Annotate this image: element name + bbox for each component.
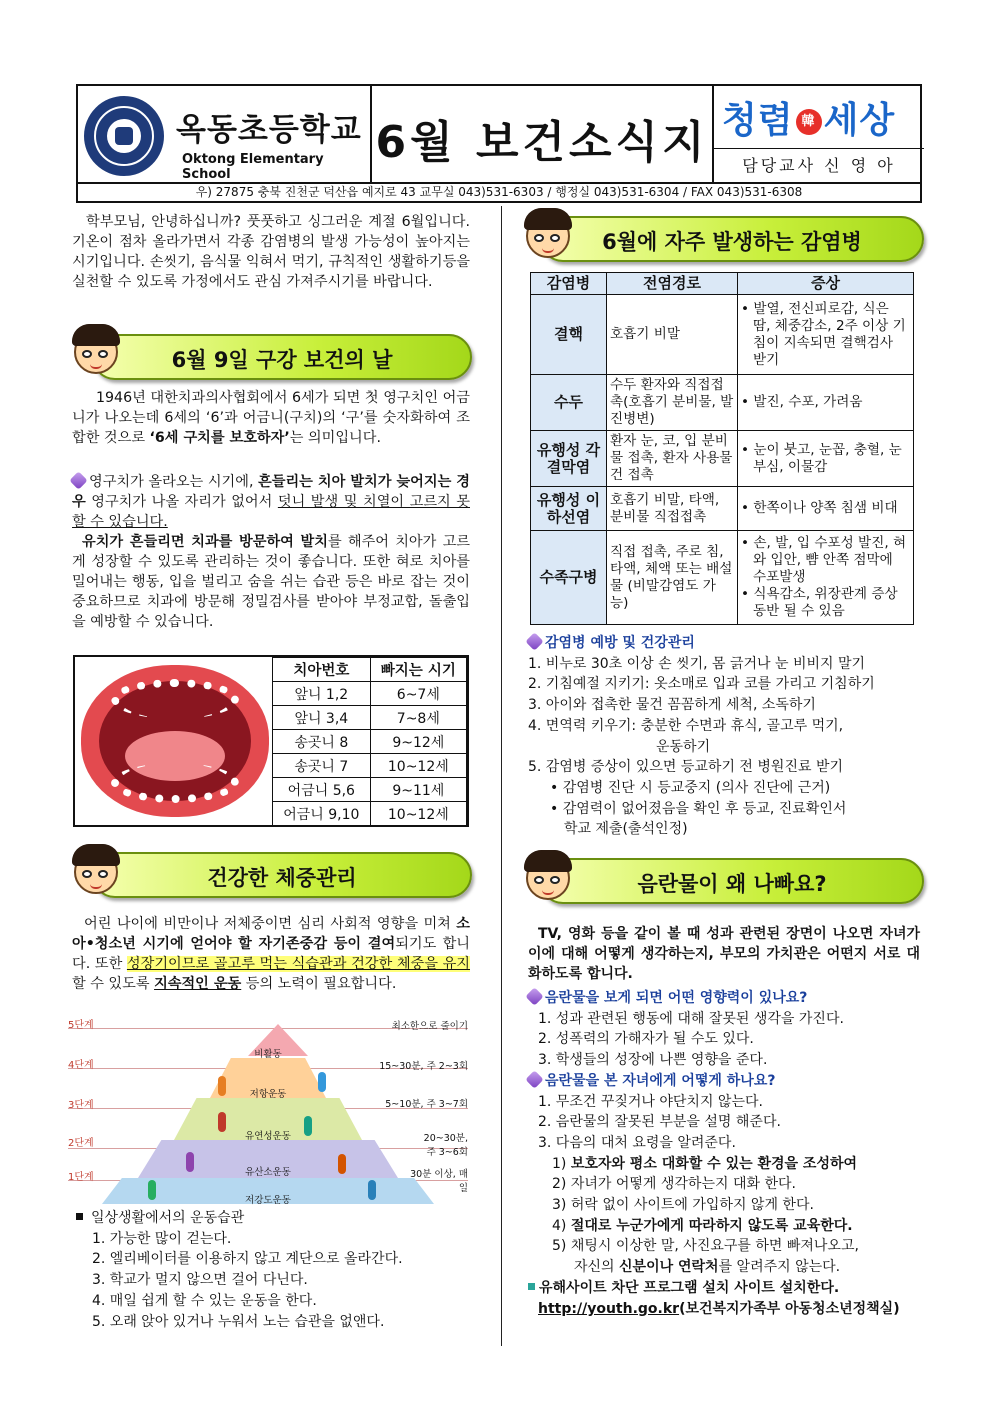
title-block — [372, 86, 714, 182]
weight-p-emphasis: 지속적인 운동 — [154, 976, 242, 992]
list-item — [528, 1174, 928, 1195]
logo-right-text: 세상 — [823, 100, 896, 141]
gem-bullet-icon — [69, 471, 87, 489]
disease-name: 유행성 이하선염 — [531, 487, 607, 531]
list-item: 3. 아이와 접촉한 물건 꼼꼼하게 세척, 소독하기 — [528, 697, 816, 714]
disease-route: 호흡기 비말, 타액, 분비물 직접접촉 — [607, 487, 738, 531]
disease-name: 유행성 각결막염 — [531, 431, 607, 487]
school-address: 우) 27875 충북 진천군 덕산읍 예지로 43 교무실 043)531-6303 / 행정실 043)531-6304 / FAX 043)531-6308 — [76, 184, 922, 203]
habit-title-text: 일상생활에서의 운동습관 — [91, 1210, 245, 1226]
loss-age: 6~7세 — [370, 682, 466, 706]
weight-p-highlight: 성장기이므로 골고루 먹는 식습관과 건강한 체중을 유지 — [126, 956, 470, 972]
pyramid-frequency: 최소한으로 줄이기 — [391, 1021, 468, 1032]
weight-p-text: 할 수 있도록 — [72, 976, 155, 992]
disease-symptoms — [738, 295, 914, 375]
obscene-title: 음란물이 왜 나빠요? — [637, 872, 827, 896]
disease-route: 호흡기 비말 — [607, 295, 738, 375]
table-row — [273, 706, 467, 730]
disease-route: 수두 환자와 직접접촉(호흡기 분비물, 발진병변) — [607, 375, 738, 431]
exercise-pyramid — [68, 1016, 468, 1206]
tooth-table-header: 빠지는 시기 — [370, 658, 466, 682]
oral-paragraph-1 — [72, 388, 470, 448]
pyramid-band-label: 저강도운동 — [245, 1195, 291, 1206]
kid-character-icon — [520, 846, 578, 904]
logo-left-text: 청렴 — [722, 100, 794, 141]
list-item — [528, 1154, 928, 1175]
exercise-figure-icon — [338, 1154, 346, 1174]
disease-name: 수족구병 — [531, 531, 607, 625]
weight-p-text: 등의 노력이 필요합니다. — [241, 976, 397, 992]
disease-name: 결핵 — [531, 295, 607, 375]
disease-symptoms — [738, 431, 914, 487]
question-text: 음란물을 보게 되면 어떤 영향력이 있나요? — [545, 990, 808, 1006]
pyramid-band-label: 유산소운동 — [245, 1167, 291, 1178]
tip-text: 자녀가 어떻게 생각하는지 대화 한다. — [570, 1176, 796, 1193]
exercise-figure-icon — [218, 1076, 226, 1096]
tooth-loss-table — [272, 657, 467, 826]
tip-text: 자신의 — [574, 1259, 620, 1276]
pyramid-level: 2단계 — [68, 1138, 94, 1149]
table-row — [531, 431, 914, 487]
tooth-number: 어금니 9,10 — [273, 802, 371, 826]
prevention-title — [528, 633, 928, 654]
tip-number: 1) — [552, 1155, 567, 1172]
newsletter-header — [76, 84, 922, 184]
school-name: 옥동초등학교 — [176, 112, 362, 148]
pyramid-frequency: 5~10분, 주 3~7회 — [385, 1099, 468, 1110]
exercise-habit-list — [76, 1208, 476, 1332]
school-seal-icon — [84, 96, 164, 176]
obscene-question-2 — [528, 1071, 928, 1092]
tooth-chart-box — [73, 655, 469, 827]
kid-character-icon — [520, 204, 578, 262]
oral-health-banner — [92, 334, 472, 380]
block-title-text: 유해사이트 차단 프로그램 설치 사이트 설치한다. — [539, 1279, 840, 1296]
gem-bullet-icon — [525, 632, 543, 650]
loss-age: 10~12세 — [370, 802, 466, 826]
list-item: • 감염병 진단 시 등교중지 (의사 진단에 근거) — [550, 779, 831, 796]
obscene-intro: TV, 영화 등을 같이 볼 때 성과 관련된 장면이 나오면 자녀가 이에 대해 어떻게 생각하는지, 부모의 가치관은 어떤지 서로 대화하도록 합니다. — [528, 926, 920, 982]
list-item: 5. 오래 앉아 있거나 누워서 노는 습관을 없앤다. — [92, 1313, 385, 1330]
list-item: 운동하기 — [656, 738, 711, 755]
square-bullet-icon — [528, 1283, 535, 1290]
symptom-item: • 한쪽이나 양쪽 침샘 비대 — [741, 500, 910, 517]
exercise-figure-icon — [304, 1116, 312, 1136]
list-item: 2. 음란물의 잘못된 부분을 설명 해준다. — [538, 1114, 781, 1131]
symptom-item: • 식욕감소, 위장관계 증상 동반 될 수 있음 — [741, 586, 910, 620]
symptom-item: • 손, 발, 입 수포성 발진, 혀와 입안, 뺨 안쪽 점막에 수포발생 — [741, 535, 910, 586]
habit-list-title — [76, 1208, 476, 1229]
infection-table — [530, 272, 914, 625]
exercise-figure-icon — [218, 1112, 226, 1132]
obscene-qa — [528, 988, 928, 1319]
list-item — [528, 1236, 928, 1257]
list-item: 2. 엘리베이터를 이용하지 않고 계단으로 올라간다. — [92, 1251, 403, 1268]
weight-p-text: 어린 나이에 비만이나 저체중이면 심리 사회적 영향을 미쳐 — [84, 916, 457, 932]
disease-symptoms — [738, 487, 914, 531]
oral-p2-underline: 덧니 발생 및 치열이 고르지 못할 수 있습니다. — [72, 494, 470, 530]
loss-age: 10~12세 — [370, 754, 466, 778]
disease-symptoms — [738, 531, 914, 625]
oral-p2-text: 영구치가 올라오는 시기에, — [89, 474, 259, 490]
tip-text: 채팅시 이상한 말, 사진요구를 하면 빠져나오고, — [570, 1238, 859, 1255]
prevention-list — [528, 633, 928, 840]
gem-bullet-icon — [525, 987, 543, 1005]
oral-paragraph-2 — [72, 472, 470, 532]
logo-badge-icon: 韓 — [796, 109, 822, 135]
list-item: 2. 성폭력의 가해자가 될 수도 있다. — [538, 1031, 754, 1048]
school-block — [78, 86, 372, 182]
symptom-item: • 눈이 붓고, 눈꼽, 충혈, 눈부심, 이물감 — [741, 442, 910, 476]
loss-age: 7~8세 — [370, 706, 466, 730]
mouth-teeth-illustration — [81, 665, 269, 817]
infection-table-header: 감염병 — [531, 273, 607, 295]
url-note: (보건복지가족부 아동청소년정책실) — [679, 1300, 900, 1317]
oral-p3-emphasis: 유치가 흔들리면 치과를 방문하여 발치 — [82, 534, 328, 550]
oral-paragraph-3 — [72, 532, 470, 632]
pyramid-band-label: 비활동 — [254, 1049, 282, 1060]
weight-paragraph — [72, 914, 470, 994]
tooth-number: 송곳니 8 — [273, 730, 371, 754]
infection-table-header: 전염경로 — [607, 273, 738, 295]
list-item: 4. 매일 쉽게 할 수 있는 운동을 한다. — [92, 1292, 317, 1309]
table-row — [531, 375, 914, 431]
exercise-figure-icon — [318, 1072, 326, 1092]
loss-age: 9~12세 — [370, 730, 466, 754]
disease-name: 수두 — [531, 375, 607, 431]
list-item: 3. 다음의 대처 요령을 알려준다. — [538, 1134, 736, 1151]
block-program-title — [528, 1278, 928, 1299]
tooth-number: 앞니 3,4 — [273, 706, 371, 730]
list-item: 2. 기침예절 지키기: 옷소매로 입과 코를 가리고 기침하기 — [528, 676, 875, 693]
pyramid-level: 3단계 — [68, 1100, 94, 1111]
pyramid-level: 1단계 — [68, 1172, 94, 1183]
column-divider — [501, 206, 502, 1346]
teacher-in-charge: 담당교사 신 영 아 — [714, 148, 924, 184]
tooth-table-header: 치아번호 — [273, 658, 371, 682]
list-item: • 감염력이 없어졌음을 확인 후 등교, 진료확인서 — [550, 800, 847, 817]
table-row — [273, 802, 467, 826]
infection-title: 6월에 자주 발생하는 감염병 — [602, 230, 862, 254]
disease-symptoms — [738, 375, 914, 431]
table-row — [273, 730, 467, 754]
tip-text: 를 알려주지 않는다. — [718, 1259, 841, 1276]
pyramid-level: 4단계 — [68, 1060, 94, 1071]
weight-banner — [92, 852, 472, 898]
tip-emphasis: 신분이나 연락처 — [619, 1259, 719, 1276]
symptom-item: • 발진, 수포, 가려움 — [741, 394, 910, 411]
list-item — [528, 1257, 928, 1278]
exercise-figure-icon — [368, 1180, 376, 1200]
oral-p2-mid: 영구치가 나올 자리가 없어서 — [85, 494, 278, 510]
tooth-number: 송곳니 7 — [273, 754, 371, 778]
tooth-number: 앞니 1,2 — [273, 682, 371, 706]
intro-paragraph: 학부모님, 안녕하십니까? 풋풋하고 싱그러운 계절 6월입니다. 기온이 점차 올라가면서 각종 감염병의 발생 가능성이 높아지는 시기입니다. 손씻기, 음식물 익혀서 먹기, 규칙적인 생활하기등을 실천할 수 있도록 가정에서도 관심 가져주시기를 바랍니다. — [72, 214, 470, 290]
table-row — [531, 487, 914, 531]
kid-character-icon — [68, 840, 126, 898]
disease-route: 직접 접촉, 주로 침, 타액, 체액 또는 배설물 (비말감염도 가능) — [607, 531, 738, 625]
table-row — [273, 682, 467, 706]
weight-title: 건강한 체중관리 — [207, 866, 357, 890]
table-row — [273, 754, 467, 778]
tip-text: 허락 없이 사이트에 가입하지 않게 한다. — [570, 1197, 814, 1214]
pyramid-frequency: 15~30분, 주 2~3회 — [379, 1061, 468, 1072]
oral-p1-end: 는 의미입니다. — [289, 430, 381, 446]
newsletter-title: 6월 보건소식지 — [375, 117, 709, 168]
list-item: 1. 성과 관련된 행동에 대해 잘못된 생각을 가진다. — [538, 1010, 844, 1027]
list-item: 3. 학생들의 성장에 나쁜 영향을 준다. — [538, 1052, 768, 1069]
pyramid-band-label: 유연성운동 — [245, 1131, 291, 1142]
obscene-question-1 — [528, 988, 928, 1009]
pyramid-band-label: 저항운동 — [249, 1089, 287, 1100]
pyramid-frequency: 30분 이상, 매일 — [410, 1169, 468, 1194]
oral-health-title: 6월 9일 구강 보건의 날 — [171, 348, 393, 372]
oral-p1-emphasis: ‘6세 구치를 보호하자’ — [149, 430, 290, 446]
tooth-number: 어금니 5,6 — [273, 778, 371, 802]
list-item: 4. 면역력 키우기: 충분한 수면과 휴식, 골고루 먹기, — [528, 717, 844, 734]
exercise-figure-icon — [186, 1152, 194, 1172]
table-row — [531, 295, 914, 375]
youth-site-link[interactable]: http://youth.go.kr — [538, 1300, 680, 1317]
square-bullet-icon — [76, 1213, 83, 1220]
oral-p1-text: 1946년 대한치과의사협회에서 6세가 되면 첫 영구치인 어금니가 나오는데 6세의 ‘6’과 어금니(구치)의 ‘구’를 숫자화하여 조합한 것으로 — [72, 390, 470, 446]
tip-number: 5) — [552, 1238, 567, 1255]
tip-number: 3) — [552, 1197, 567, 1214]
question-text: 음란물을 본 자녀에게 어떻게 하나요? — [545, 1072, 776, 1089]
disease-route: 환자 눈, 코, 입 분비물 접촉, 환자 사용물건 접촉 — [607, 431, 738, 487]
block-program-link-row — [528, 1299, 928, 1320]
logo-block — [714, 86, 924, 182]
kid-character-icon — [68, 320, 126, 378]
list-item — [528, 1216, 928, 1237]
oral-p2-emphasis: 흔들리는 치아 발치가 늦어지는 경우 — [72, 474, 470, 510]
infection-banner — [540, 216, 924, 262]
list-item — [528, 1195, 928, 1216]
tip-text: 절대로 누군가에게 따라하지 않도록 교육한다. — [570, 1217, 853, 1234]
integrity-logo — [722, 92, 895, 143]
oral-p3-text: 를 해주어 치아가 고르게 성장할 수 있도록 관리하는 것이 좋습니다. 또한 혀로 치아를 밀어내는 행동, 입을 벌리고 숨을 쉬는 습관 등은 바로 잡는 것이 중요하므로 치과에 방문해 정밀검사를 받아야 부정교합, 돌출입을 예방할 수 있습니다. — [72, 534, 470, 630]
weight-p-text: 되기도 합니다. 또한 — [72, 936, 470, 972]
list-item: 3. 학교가 멀지 않으면 걸어 다닌다. — [92, 1272, 308, 1289]
tip-text: 보호자와 평소 대화할 수 있는 환경을 조성하여 — [570, 1155, 858, 1172]
pyramid-level: 5단계 — [68, 1020, 94, 1031]
list-item: 학교 제출(출석인정) — [564, 821, 688, 838]
tip-number: 2) — [552, 1176, 567, 1193]
tip-number: 4) — [552, 1217, 567, 1234]
obscene-banner — [540, 858, 924, 904]
list-item: 5. 감염병 증상이 있으면 등교하기 전 병원진료 받기 — [528, 759, 843, 776]
weight-p-emphasis: 소아•청소년 시기에 얻어야 할 자기존중감 등이 결여 — [72, 916, 470, 952]
school-name-english: Oktong Elementary School — [182, 152, 324, 182]
table-row — [531, 531, 914, 625]
infection-table-header: 증상 — [738, 273, 914, 295]
exercise-figure-icon — [148, 1180, 156, 1200]
list-item: 1. 가능한 많이 걷는다. — [92, 1230, 232, 1247]
prevention-title-text: 감염병 예방 및 건강관리 — [545, 635, 695, 651]
pyramid-frequency: 20~30분, 주 3~6회 — [423, 1133, 468, 1158]
gem-bullet-icon — [525, 1070, 543, 1088]
list-item: 1. 비누로 30초 이상 손 씻기, 몸 긁거나 눈 비비지 말기 — [528, 655, 866, 672]
loss-age: 9~11세 — [370, 778, 466, 802]
table-row — [273, 778, 467, 802]
list-item: 1. 무조건 꾸짖거나 야단치지 않는다. — [538, 1093, 763, 1110]
symptom-item: • 발열, 전신피로감, 식은 땀, 체중감소, 2주 이상 기침이 지속되면 결핵검사 받기 — [741, 301, 910, 369]
